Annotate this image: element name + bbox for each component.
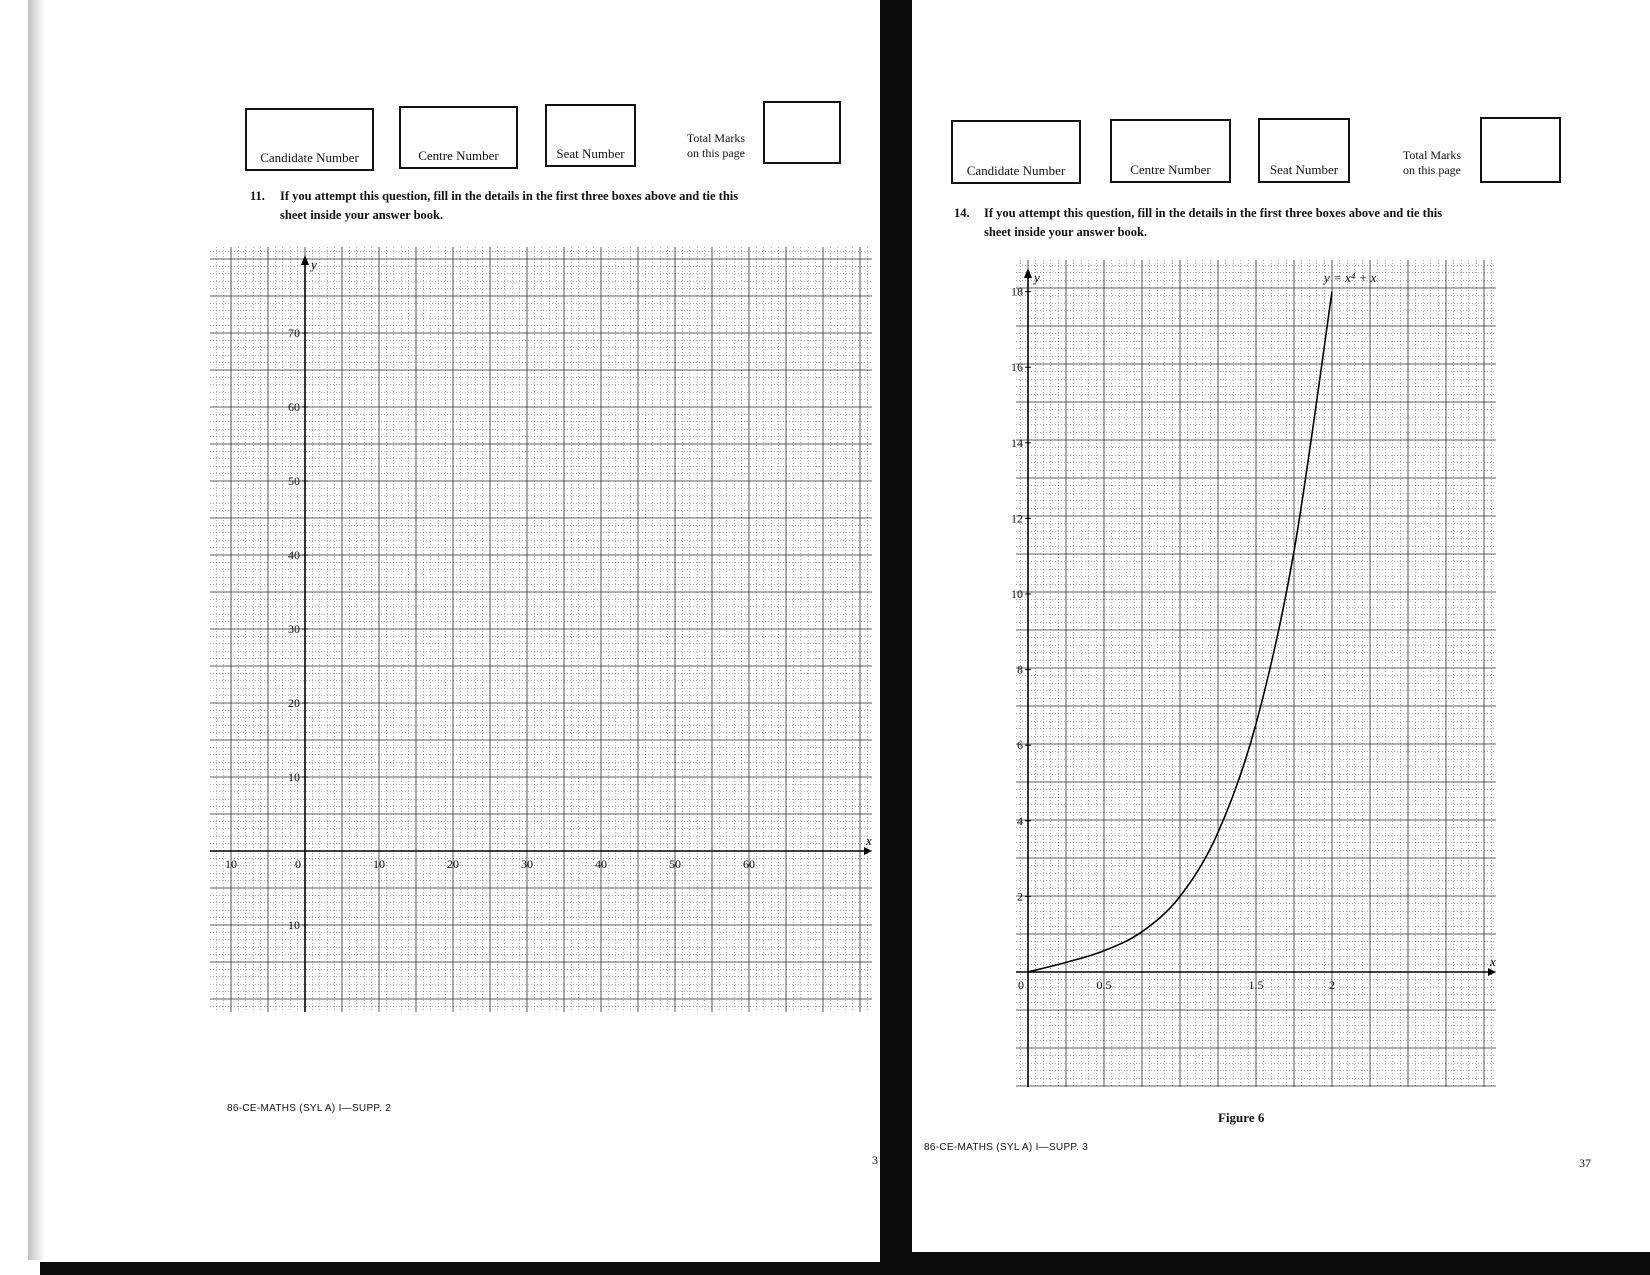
seat-number-label: Seat Number: [556, 146, 625, 161]
centre-number-label: Centre Number: [1130, 162, 1211, 177]
x-tick-label: 20: [447, 857, 459, 871]
y-tick-label: 30: [288, 622, 300, 636]
x-tick-label: 30: [521, 857, 533, 871]
total-marks-line1: Total Marks: [1402, 148, 1462, 162]
total-marks-line1: Total Marks: [686, 131, 746, 145]
instruction-line-1: If you attempt this question, fill in the details in the first three boxes above and tie this: [984, 206, 1443, 220]
y-axis-arrow: [301, 255, 309, 265]
instruction-line-2: sheet inside your answer book.: [280, 208, 444, 222]
graph-paper-left: [210, 247, 872, 1012]
page-edge-shadow: [28, 0, 46, 1260]
y-tick-label: 10: [288, 918, 300, 932]
bottom-shadow-left: [40, 1262, 890, 1275]
total-marks-label: [674, 131, 758, 161]
centre-number-box[interactable]: [1110, 119, 1231, 183]
page-number-right: 37: [1579, 1156, 1591, 1170]
y-tick-label: 20: [288, 696, 300, 710]
y-axis-label: y: [1034, 270, 1040, 285]
instruction-line-2: sheet inside your answer book.: [984, 225, 1148, 239]
y-tick-label: 8: [1017, 662, 1023, 677]
question-number: 14.: [954, 206, 970, 220]
y-tick-label: 14: [1011, 435, 1023, 450]
y-tick-label: 12: [1011, 511, 1023, 526]
y-axis-label: y: [311, 257, 317, 272]
centre-number-box[interactable]: [399, 106, 518, 169]
question-number: 11.: [250, 189, 265, 203]
x-tick-label: 60: [743, 857, 755, 871]
curve-graph-right[interactable]: [1011, 260, 1496, 1087]
x-tick-label: 50: [669, 857, 681, 871]
total-marks-box[interactable]: [763, 101, 841, 164]
candidate-number-box[interactable]: [245, 108, 374, 171]
centre-number-label: Centre Number: [418, 148, 499, 163]
x-tick-label: 1.5: [1248, 978, 1264, 992]
total-marks-line2: on this page: [687, 146, 745, 160]
footer-left: 86-CE-MATHS (SYL A) I—SUPP. 2: [227, 1103, 392, 1114]
question-14-instruction: [954, 204, 1554, 244]
footer-right: 86-CE-MATHS (SYL A) I—SUPP. 3: [924, 1142, 1089, 1153]
x-tick-label: 10: [373, 857, 385, 871]
candidate-number-label: Candidate Number: [966, 163, 1066, 178]
series-label: y = x⁴ + x: [1324, 270, 1377, 285]
figure-caption: Figure 6: [1218, 1110, 1265, 1125]
seat-number-box[interactable]: [545, 104, 636, 167]
x-axis-arrow: [864, 847, 872, 855]
y-tick-label: 16: [1011, 360, 1023, 375]
x-tick-label: 0.5: [1096, 978, 1112, 992]
bottom-shadow-right: [912, 1252, 1650, 1275]
y-tick-label: 10: [1011, 587, 1023, 601]
candidate-number-box[interactable]: [951, 120, 1081, 184]
total-marks-box[interactable]: [1480, 117, 1561, 183]
seat-number-box[interactable]: [1258, 118, 1350, 183]
blank-graph-left[interactable]: [210, 247, 872, 1012]
x-axis-label: x: [866, 833, 872, 848]
x-axis-label: x: [1490, 954, 1496, 969]
book-spine: [880, 0, 912, 1275]
seat-number-label: Seat Number: [1269, 162, 1339, 177]
y-tick-label: 10: [288, 770, 300, 784]
y-tick-label: 40: [288, 548, 300, 562]
total-marks-line2: on this page: [1403, 163, 1461, 177]
question-11-instruction: [250, 187, 820, 227]
x-tick-label: 10: [225, 857, 237, 871]
right-page: [912, 0, 1650, 1252]
x-tick-label: 2: [1329, 978, 1335, 992]
y-tick-label: 50: [288, 474, 300, 488]
candidate-number-label: Candidate Number: [260, 150, 359, 165]
page-number-left: 3: [872, 1153, 878, 1167]
graph-paper-right: [1011, 260, 1496, 1087]
x-tick-label: 0: [295, 857, 301, 871]
y-tick-label: 2: [1017, 889, 1023, 904]
y-tick-label: 70: [288, 326, 300, 340]
instruction-line-1: If you attempt this question, fill in the details in the first three boxes above and tie this: [280, 189, 739, 203]
x-tick-label: 0: [1018, 978, 1024, 992]
y-tick-label: 18: [1011, 284, 1023, 299]
y-tick-label: 60: [288, 400, 300, 414]
y-tick-label: 6: [1017, 738, 1023, 753]
total-marks-label: [1390, 148, 1474, 178]
y-tick-label: 4: [1017, 813, 1023, 828]
x-axis-arrow: [1488, 968, 1496, 976]
x-tick-label: 40: [595, 857, 607, 871]
